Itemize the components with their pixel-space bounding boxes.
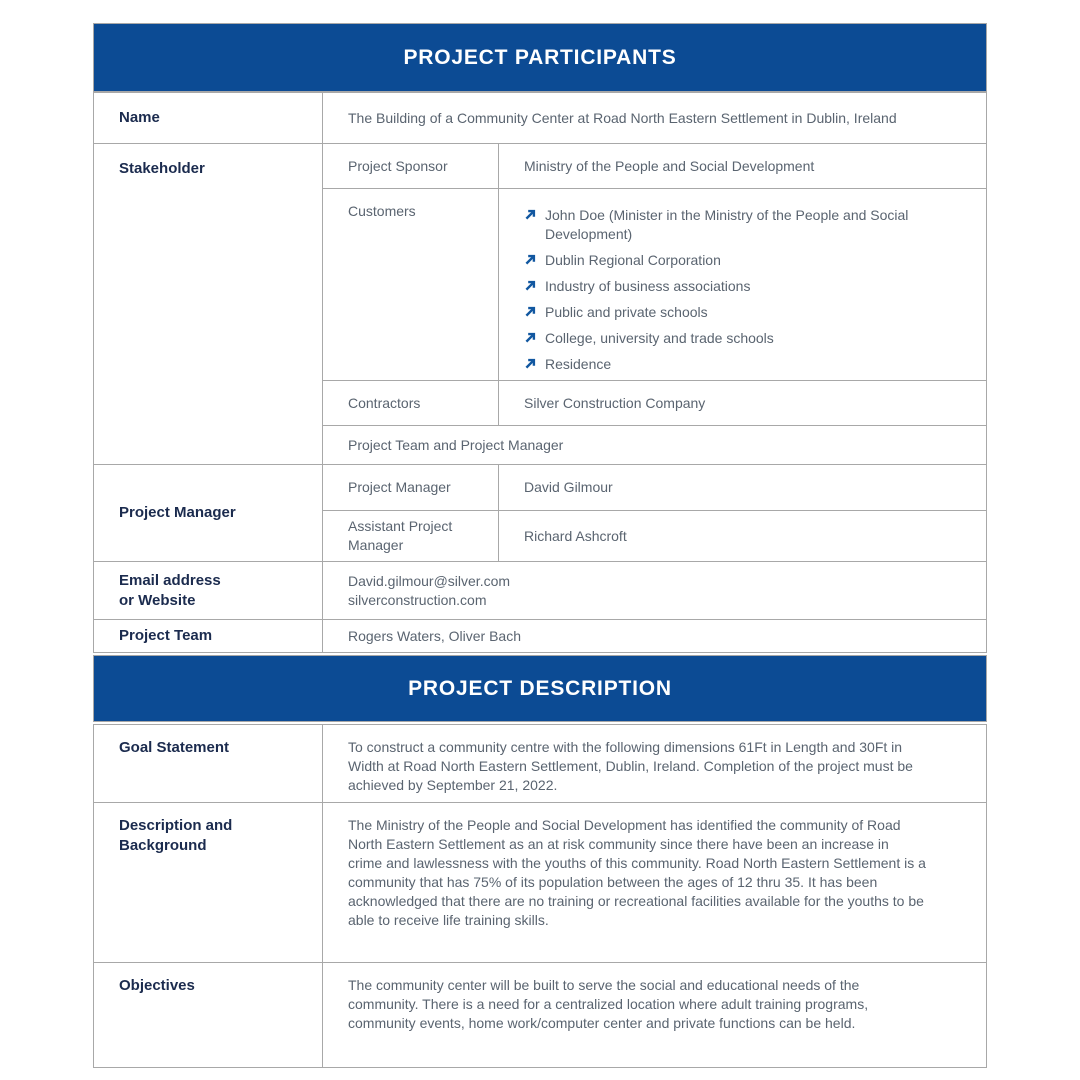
table-row — [94, 803, 987, 963]
north-east-arrow-icon — [524, 358, 536, 370]
north-east-arrow-icon — [524, 306, 536, 318]
customer-item-text: College, university and trade schools — [545, 330, 774, 346]
description-background-label — [94, 803, 323, 963]
goal-statement-cell — [323, 725, 987, 803]
list-item — [524, 206, 969, 244]
description-background-text: The Ministry of the People and Social Development has identified the community of Road North Eastern Settlement as an at risk community since there have been an increase in crime and lawlessness with the youths of this community. Road North Eastern Settlement is a community that has 75% of its population between the ages of 12 thru 35. It has been acknowledged that there are no training or recreational facilities available for the youths to be able to receive life training skills. — [348, 817, 926, 928]
description-table — [93, 724, 987, 1068]
team-and-manager-note: Project Team and Project Manager — [323, 426, 987, 465]
assistant-manager-sublabel: Assistant Project Manager — [323, 511, 499, 562]
north-east-arrow-icon — [524, 254, 536, 266]
customers-list-cell — [499, 189, 987, 381]
list-item — [524, 355, 969, 374]
description-background-label-text: Description and Background — [119, 817, 233, 854]
table-row — [94, 144, 987, 189]
contractors-label: Contractors — [323, 381, 499, 426]
stakeholder-label: Stakeholder — [94, 144, 323, 465]
customer-item-text: Public and private schools — [545, 304, 708, 320]
contractors-value: Silver Construction Company — [499, 381, 987, 426]
goal-statement-label: Goal Statement — [94, 725, 323, 803]
customer-item-text: Dublin Regional Corporation — [545, 252, 721, 268]
objectives-cell — [323, 963, 987, 1068]
name-value-cell — [323, 93, 987, 144]
description-title: PROJECT DESCRIPTION — [408, 676, 672, 700]
description-background-cell — [323, 803, 987, 963]
list-item — [524, 251, 969, 270]
description-section-header — [93, 655, 987, 722]
table-row — [94, 465, 987, 511]
objectives-text: The community center will be built to serve the social and educational needs of the community. There is a need for a centralized location where adult training programs, community events, home work/computer center and private functions can be held. — [348, 977, 869, 1031]
manager-sublabel: Project Manager — [323, 465, 499, 511]
customers-label: Customers — [323, 189, 499, 381]
sponsor-value: Ministry of the People and Social Development — [499, 144, 987, 189]
website-value: silverconstruction.com — [348, 591, 487, 608]
name-value: The Building of a Community Center at Road North Eastern Settlement in Dublin, Ireland — [348, 109, 897, 126]
north-east-arrow-icon — [524, 332, 536, 344]
name-label: Name — [94, 93, 323, 144]
objectives-label: Objectives — [94, 963, 323, 1068]
project-team-label: Project Team — [94, 620, 323, 653]
north-east-arrow-icon — [524, 280, 536, 292]
email-value: David.gilmour@silver.com — [348, 572, 511, 589]
table-row — [94, 562, 987, 620]
list-item — [524, 329, 969, 348]
north-east-arrow-icon — [524, 209, 536, 221]
goal-statement-text: To construct a community centre with the following dimensions 61Ft in Length and 30Ft in Width at Road North Eastern Settlement, Dublin, Ireland. Completion of the project must be achieved by September 21, 2022. — [348, 739, 913, 793]
list-item — [524, 303, 969, 322]
sponsor-label: Project Sponsor — [323, 144, 499, 189]
participants-table — [93, 92, 987, 653]
participants-section-header — [93, 23, 987, 92]
email-value-cell — [323, 562, 987, 620]
email-label-line2: or Website — [119, 591, 196, 609]
project-team-value: Rogers Waters, Oliver Bach — [323, 620, 987, 653]
email-label-cell — [94, 562, 323, 620]
project-manager-label: Project Manager — [94, 465, 323, 562]
table-row — [94, 725, 987, 803]
project-charter-document — [93, 23, 987, 1068]
table-row — [94, 620, 987, 653]
table-row — [94, 963, 987, 1068]
email-label-line1: Email address — [119, 571, 221, 589]
participants-title: PROJECT PARTICIPANTS — [403, 45, 677, 69]
customer-item-text: John Doe (Minister in the Ministry of the People and Social Development) — [545, 207, 909, 242]
table-row — [94, 93, 987, 144]
customer-item-text: Industry of business associations — [545, 278, 751, 294]
manager-value: David Gilmour — [499, 465, 987, 511]
customers-list — [524, 202, 972, 374]
customer-item-text: Residence — [545, 356, 612, 372]
assistant-manager-value: Richard Ashcroft — [499, 511, 987, 562]
list-item — [524, 277, 969, 296]
